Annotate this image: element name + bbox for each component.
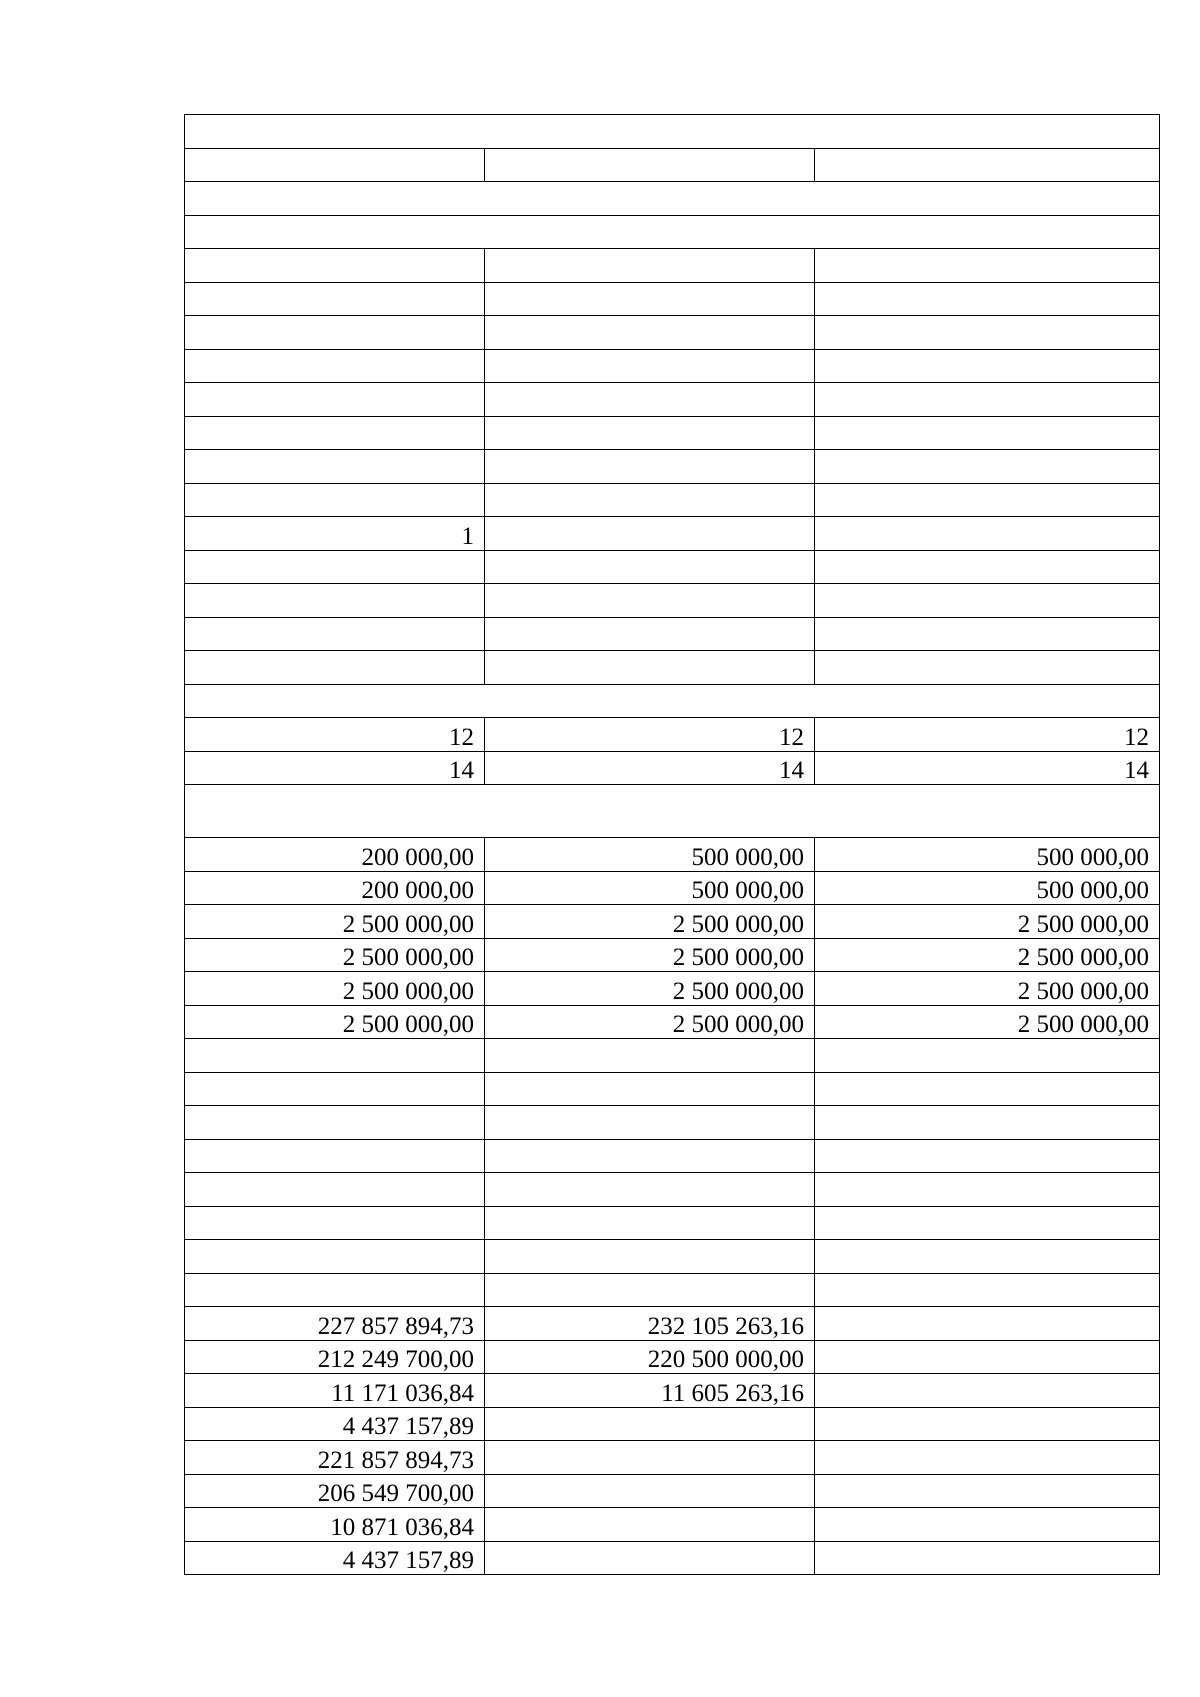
table-cell [485,517,815,551]
table-row [185,584,1160,618]
table-row [185,1240,1160,1274]
table-cell: 2 500 000,00 [485,938,815,972]
table-cell [815,651,1160,685]
table-cell: 500 000,00 [815,871,1160,905]
table-cell [485,1072,815,1106]
table-row [185,383,1160,417]
table-cell [485,450,815,484]
table-cell [185,416,485,450]
table-cell [185,1273,485,1307]
table-row [185,349,1160,383]
table-cell: 14 [185,751,485,785]
table-cell [485,249,815,283]
table-row [185,1508,1160,1542]
table-cell: 2 500 000,00 [815,972,1160,1006]
table-row [185,1374,1160,1408]
table-cell: 2 500 000,00 [815,938,1160,972]
table-cell [815,282,1160,316]
table-cell [815,1441,1160,1475]
table-cell [485,1541,815,1575]
table-cell [815,148,1160,182]
table-cell [815,1173,1160,1207]
table-cell [815,249,1160,283]
table-row [185,1039,1160,1073]
table-cell [485,584,815,618]
table-row [185,416,1160,450]
table-cell [815,1240,1160,1274]
table-cell: 11 605 263,16 [485,1374,815,1408]
table-cell: 14 [815,751,1160,785]
table-cell [485,383,815,417]
table-cell: 212 249 700,00 [185,1340,485,1374]
table-cell [185,651,485,685]
table-cell: 2 500 000,00 [485,1005,815,1039]
table-cell [815,1541,1160,1575]
table-cell: 200 000,00 [185,871,485,905]
table-cell [815,416,1160,450]
table-row [185,651,1160,685]
table-row [185,905,1160,939]
table-cell [485,1441,815,1475]
table-cell [485,1240,815,1274]
table-row [185,617,1160,651]
table-row [185,1173,1160,1207]
table-cell: 2 500 000,00 [485,972,815,1006]
table-cell [185,483,485,517]
table-cell [815,1307,1160,1341]
table-cell [485,1508,815,1542]
table-row [185,1273,1160,1307]
table-cell: 2 500 000,00 [185,905,485,939]
table-cell [485,483,815,517]
table-row [185,938,1160,972]
table-cell: 4 437 157,89 [185,1407,485,1441]
table-cell [185,1173,485,1207]
table-cell [485,282,815,316]
table-row [185,450,1160,484]
table-cell [485,316,815,350]
table-cell [815,1340,1160,1374]
table-cell: 500 000,00 [485,871,815,905]
table-cell: 500 000,00 [815,838,1160,872]
table-row [185,1541,1160,1575]
table-cell [185,249,485,283]
table-row [185,684,1160,718]
table-row [185,316,1160,350]
table-cell: 500 000,00 [485,838,815,872]
table-row [185,1340,1160,1374]
table-cell-merged [185,684,1160,718]
table-cell [185,1139,485,1173]
table-cell [815,1072,1160,1106]
table-cell [815,1407,1160,1441]
table-cell [815,517,1160,551]
table-row [185,1474,1160,1508]
table-cell [815,1139,1160,1173]
table-cell-merged [185,785,1160,838]
table-row [185,182,1160,216]
table-row [185,148,1160,182]
table-row [185,249,1160,283]
table-cell-merged [185,115,1160,149]
table-cell [185,383,485,417]
table-cell: 206 549 700,00 [185,1474,485,1508]
table-cell [815,584,1160,618]
table-cell [185,617,485,651]
table-cell [485,349,815,383]
table-cell [185,1072,485,1106]
data-table [184,114,1160,1575]
table-cell [815,617,1160,651]
table-cell [185,1240,485,1274]
table-cell: 2 500 000,00 [185,972,485,1006]
table-cell: 12 [485,718,815,752]
table-cell [815,1206,1160,1240]
table-cell [485,1474,815,1508]
table-row [185,1072,1160,1106]
table-cell [485,651,815,685]
table-row [185,550,1160,584]
table-cell [485,148,815,182]
table-cell [185,282,485,316]
table-cell [185,450,485,484]
table-row [185,1139,1160,1173]
table-cell: 220 500 000,00 [485,1340,815,1374]
table-cell [815,1474,1160,1508]
table-cell: 12 [815,718,1160,752]
table-cell [815,450,1160,484]
table-cell [485,416,815,450]
table-cell: 2 500 000,00 [185,938,485,972]
table-cell [185,349,485,383]
table-cell [485,1139,815,1173]
table-row [185,1206,1160,1240]
table-cell: 10 871 036,84 [185,1508,485,1542]
table-cell: 227 857 894,73 [185,1307,485,1341]
table-cell [485,1273,815,1307]
table-row [185,1441,1160,1475]
table-cell: 1 [185,517,485,551]
table-row [185,483,1160,517]
table-cell [815,483,1160,517]
table-cell [185,550,485,584]
table-row [185,1106,1160,1140]
table-cell [485,1039,815,1073]
table-cell [815,1374,1160,1408]
table-row [185,115,1160,149]
table-row [185,751,1160,785]
table-cell [485,1407,815,1441]
table-cell [185,1039,485,1073]
table-row [185,785,1160,838]
table-cell [815,550,1160,584]
table-row [185,871,1160,905]
table-cell-merged [185,182,1160,216]
table-cell [815,383,1160,417]
table-cell [185,316,485,350]
table-row [185,1407,1160,1441]
data-table-body [185,115,1160,1575]
table-cell [485,550,815,584]
table-cell: 221 857 894,73 [185,1441,485,1475]
table-row [185,718,1160,752]
table-row [185,838,1160,872]
table-cell [185,1206,485,1240]
table-cell: 2 500 000,00 [485,905,815,939]
table-cell [485,1173,815,1207]
table-cell-merged [185,215,1160,249]
table-cell: 2 500 000,00 [815,905,1160,939]
table-row [185,282,1160,316]
table-cell [485,1106,815,1140]
table-cell [815,1508,1160,1542]
table-cell [815,1039,1160,1073]
table-row [185,1307,1160,1341]
table-cell [815,316,1160,350]
table-row [185,215,1160,249]
table-row [185,517,1160,551]
table-cell [485,1206,815,1240]
table-cell [185,148,485,182]
table-cell: 200 000,00 [185,838,485,872]
table-row [185,1005,1160,1039]
table-row [185,972,1160,1006]
table-cell: 14 [485,751,815,785]
table-cell [815,1273,1160,1307]
table-cell [815,1106,1160,1140]
table-cell: 12 [185,718,485,752]
table-cell: 2 500 000,00 [185,1005,485,1039]
table-cell: 232 105 263,16 [485,1307,815,1341]
table-cell: 2 500 000,00 [815,1005,1160,1039]
table-cell [185,1106,485,1140]
table-cell [485,617,815,651]
table-cell: 4 437 157,89 [185,1541,485,1575]
table-cell [815,349,1160,383]
table-cell [185,584,485,618]
table-cell: 11 171 036,84 [185,1374,485,1408]
